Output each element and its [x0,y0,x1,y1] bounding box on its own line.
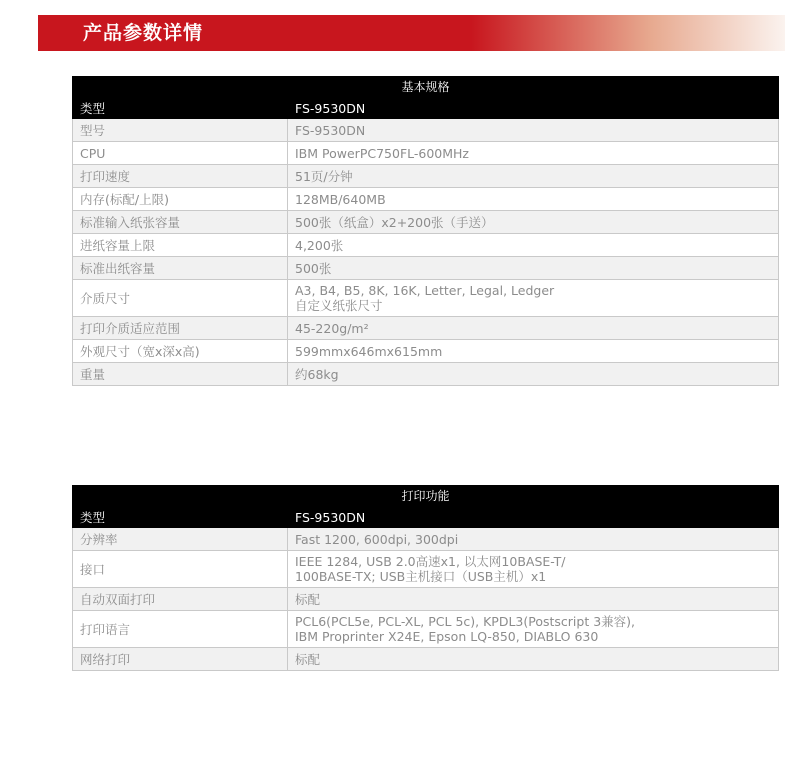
spec-value [288,119,779,142]
spec-value-line: IBM PowerPC750FL-600MHz [295,145,469,161]
page-title: 产品参数详情 [83,22,204,44]
table-row [73,317,779,340]
table-row [73,280,779,317]
spec-value-line: 500张 [295,260,332,276]
table-row [73,611,779,648]
spec-value-line: 自定义纸张尺寸 [295,298,383,313]
header-label: 类型 [73,507,288,528]
table-row [73,119,779,142]
spec-label: 打印速度 [73,165,288,188]
spec-label: 标准输入纸张容量 [73,211,288,234]
spec-value-line: 4,200张 [295,237,344,253]
spec-value [288,363,779,386]
spec-label: 分辨率 [73,528,288,551]
spec-value [288,648,779,671]
spec-label: 重量 [73,363,288,386]
table-row [73,340,779,363]
header-label: 类型 [73,98,288,119]
table-title: 基本规格 [73,77,779,98]
spec-value [288,142,779,165]
header-value: FS-9530DN [288,98,779,119]
spec-value-line: 45-220g/m² [295,320,369,336]
spec-value-line: 128MB/640MB [295,191,386,207]
table-row [73,648,779,671]
spec-value-line: 标配 [295,591,321,607]
table-title-row [73,77,779,98]
spec-label: 进纸容量上限 [73,234,288,257]
spec-value [288,257,779,280]
table-row [73,188,779,211]
spec-label: 内存(标配/上限) [73,188,288,211]
spec-value [288,234,779,257]
table-header-row [73,98,779,119]
spec-value [288,188,779,211]
table-row [73,211,779,234]
spec-value [288,528,779,551]
spec-value-line: 51页/分钟 [295,168,353,184]
table-row [73,234,779,257]
spec-value [288,165,779,188]
table-row [73,363,779,386]
table-title-row [73,486,779,507]
spec-label: 介质尺寸 [73,280,288,317]
spec-label: 自动双面打印 [73,588,288,611]
spec-value-line: IBM Proprinter X24E, Epson LQ-850, DIABLO 630 [295,629,599,644]
spec-label: 标准出纸容量 [73,257,288,280]
table-row [73,142,779,165]
spec-value [288,340,779,363]
spec-value [288,211,779,234]
spec-label: 接口 [73,551,288,588]
header-banner [38,15,785,51]
spec-value-line: FS-9530DN [295,122,366,138]
spec-value-line: PCL6(PCL5e, PCL-XL, PCL 5c), KPDL3(Postscript 3兼容), [295,614,636,629]
spec-value-line: 599mmx646mx615mm [295,343,443,359]
header-value: FS-9530DN [288,507,779,528]
spec-value-line: 100BASE-TX; USB主机接口（USB主机）x1 [295,569,547,584]
spec-value [288,588,779,611]
spec-label: 外观尺寸（宽x深x高) [73,340,288,363]
table-title: 打印功能 [73,486,779,507]
spec-label: 打印语言 [73,611,288,648]
table-row [73,551,779,588]
spec-value-line: IEEE 1284, USB 2.0高速x1, 以太网10BASE-T/ [295,554,566,569]
spec-value [288,611,779,648]
basic-specs-table [72,76,779,386]
spec-value [288,317,779,340]
spec-value-line: 约68kg [295,366,339,382]
print-functions-table [72,485,779,671]
spec-label: 网络打印 [73,648,288,671]
spec-label: CPU [73,142,288,165]
spec-value-line: Fast 1200, 600dpi, 300dpi [295,531,459,547]
spec-value [288,280,779,317]
spec-value-line: A3, B4, B5, 8K, 16K, Letter, Legal, Ledger [295,283,555,298]
table-row [73,528,779,551]
spec-value-line: 标配 [295,651,321,667]
table-row [73,165,779,188]
spec-value-line: 500张（纸盒）x2+200张（手送） [295,214,494,230]
spec-label: 型号 [73,119,288,142]
spec-label: 打印介质适应范围 [73,317,288,340]
spec-value [288,551,779,588]
table-row [73,588,779,611]
table-header-row [73,507,779,528]
table-row [73,257,779,280]
